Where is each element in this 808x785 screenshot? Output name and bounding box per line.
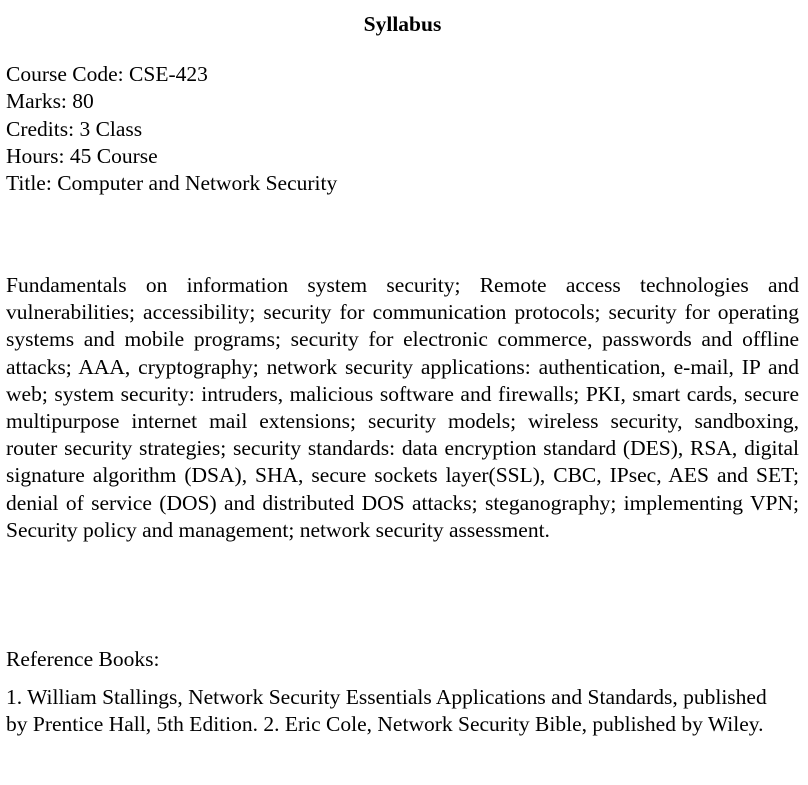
course-hours: Hours: 45 Course [6, 143, 158, 168]
course-info [6, 61, 337, 197]
document-title: Syllabus [363, 12, 442, 36]
references-heading: Reference Books: [6, 647, 160, 671]
course-description: Fundamentals on information system security; Remote access technologies and vulnerabilities; accessibility; security for communication protocols; security for operating systems and mobile programs; security for electronic commerce, passwords and offline attacks; AAA, cryptography; network security applications: authentication, e-mail, IP and web; system security: intruders, malicious software and firewalls; PKI, smart cards, secure multipurpose internet mail extensions; security models; wireless security, sandboxing, router security strategies; security standards: data encryption standard (DES), RSA, digital signature algorithm (DSA), SHA, secure sockets layer(SSL), CBC, IPsec, AES and SET; denial of service (DOS) and distributed DOS attacks; steganography; implementing VPN; Security policy and management; network security assessment. [6, 273, 799, 542]
course-marks: Marks: 80 [6, 89, 94, 114]
course-credits: Credits: 3 Class [6, 116, 143, 141]
references-list: 1. William Stallings, Network Security Essentials Applications and Standards, published by Prentice Hall, 5th Edition. 2. Eric Cole, Network Security Bible, published by Wiley. [6, 685, 767, 737]
course-title: Title: Computer and Network Security [6, 171, 338, 196]
course-code: Course Code: CSE-423 [6, 62, 208, 86]
